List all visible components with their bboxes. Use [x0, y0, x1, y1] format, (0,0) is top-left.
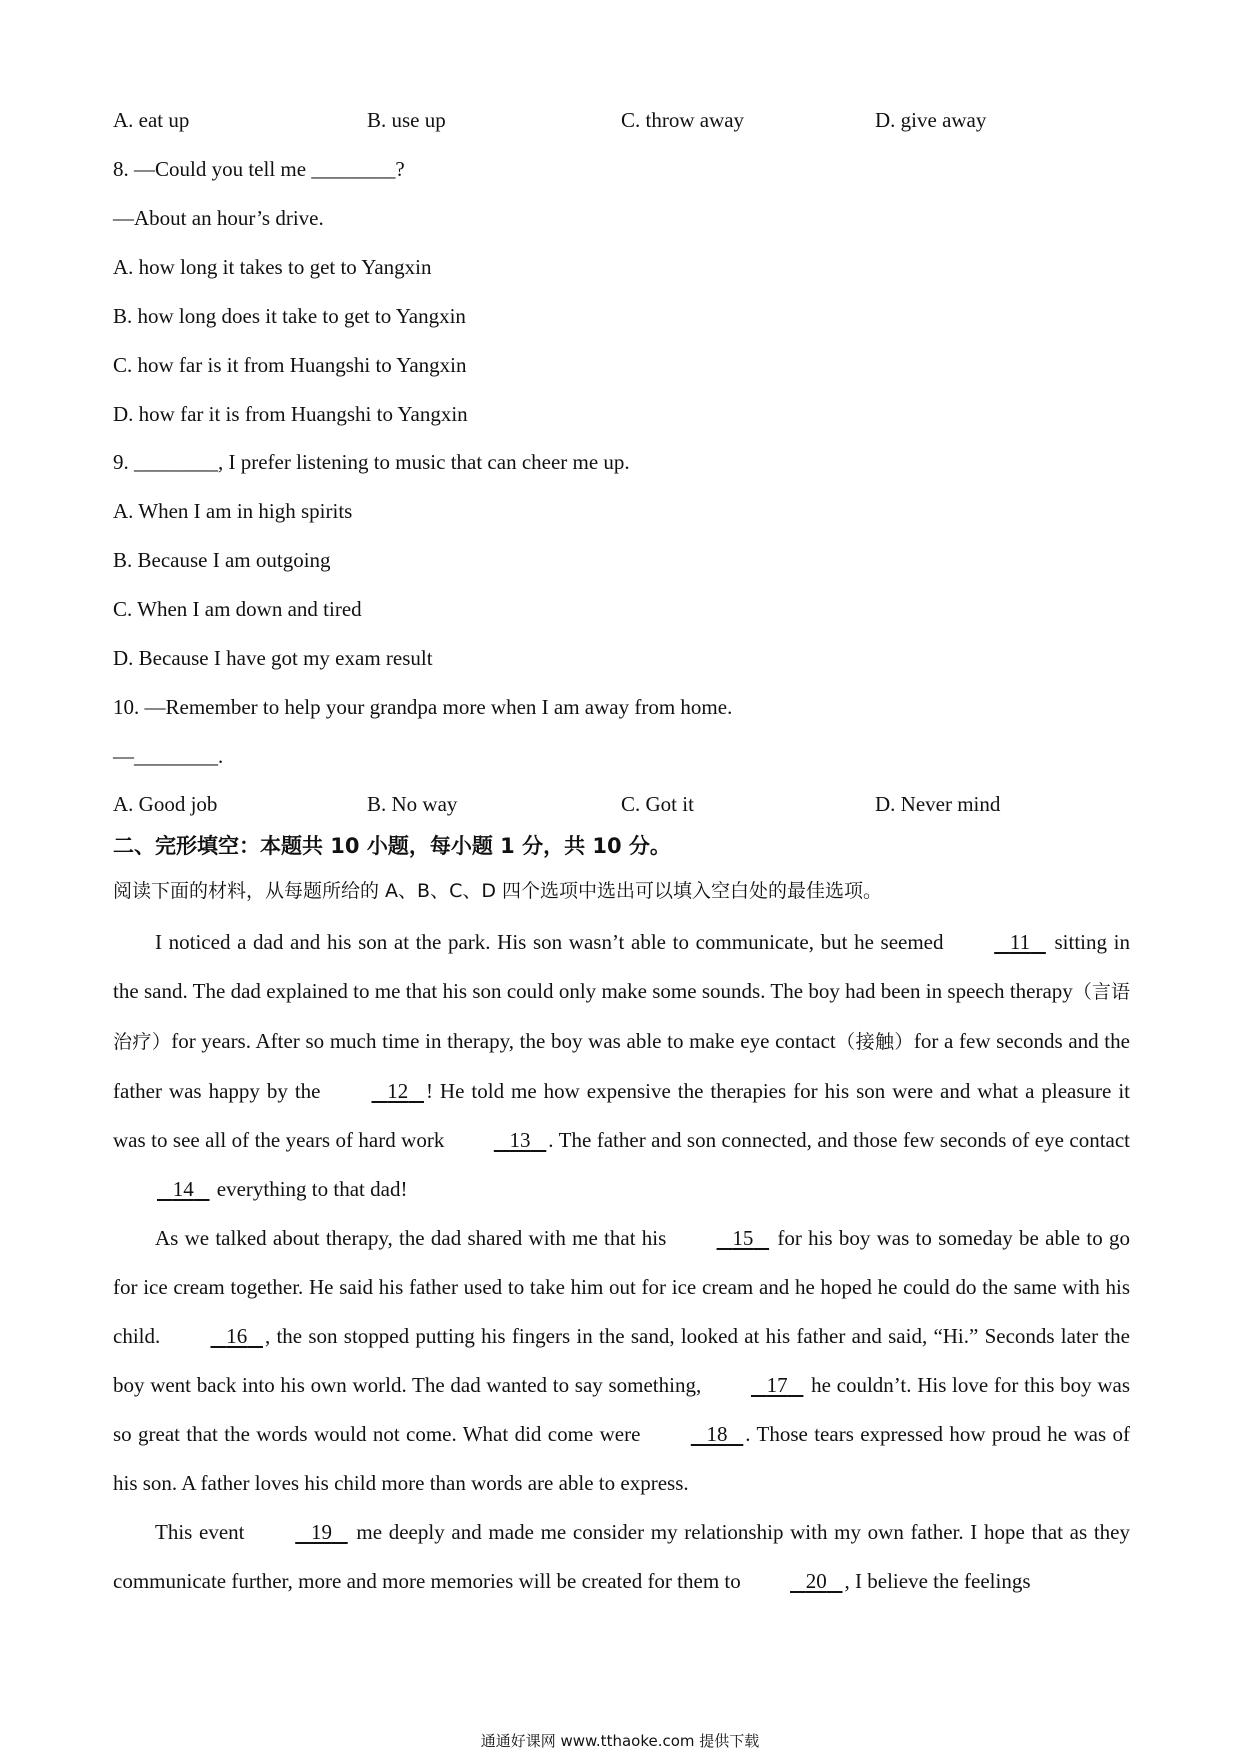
q8-answer-line: —About an hour’s drive.	[113, 206, 324, 230]
passage-paragraph-2: As we talked about therapy, the dad shared with me that his 15 for his boy was to someday be able to go for ice cream together. He said his father used to take him out for ice cream and he hoped he could do the same with his child. 16 , the son stopped putting his fingers in the sand, looked at his father and said, “Hi.” Seconds later the boy went back into his own world. The dad wanted to say something, 17 he couldn’t. His love for this boy was so great that the words would not come. What did come were 18 . Those tears expressed how proud he was of his son. A father loves his child more than words are able to express.	[113, 1214, 1130, 1508]
q7-option-a: A. eat up	[113, 108, 190, 132]
q8-option-b: B. how long does it take to get to Yangxin	[113, 304, 466, 328]
passage-paragraph-1: I noticed a dad and his son at the park. His son wasn’t able to communicate, but he seemed 11 sitting in the sand. The dad explained to me that his son could only make some sounds. The boy had been in speech therapy（言语治疗）for years. After so much time in therapy, the boy was able to make eye contact（接触）for a few seconds and the father was happy by the 12 ! He told me how expensive the therapies for his son were and what a pleasure it was to see all of the years of hard work 13 . The father and son connected, and those few seconds of eye contact 14 everything to that dad!	[113, 918, 1130, 1214]
q9-option-c: C. When I am down and tired	[113, 597, 362, 621]
blank-17: 17	[766, 1373, 788, 1397]
q8-option-a: A. how long it takes to get to Yangxin	[113, 255, 432, 279]
q9-option-b: B. Because I am outgoing	[113, 548, 331, 572]
blank-16: 16	[226, 1324, 248, 1348]
q10-options	[113, 790, 1013, 818]
q10-option-c: C. Got it	[621, 792, 694, 816]
q7-option-d: D. give away	[875, 108, 987, 132]
blank-18: 18	[706, 1422, 728, 1446]
passage-paragraph-3: This event 19 me deeply and made me consider my relationship with my own father. I hope that as they communicate further, more and more memories will be created for them to 20 , I believe the feelings	[113, 1508, 1130, 1606]
page-footer: 通通好课网 www.tthaoke.com 提供下载	[480, 1732, 760, 1750]
q10-option-b: B. No way	[367, 792, 458, 816]
q9-option-d: D. Because I have got my exam result	[113, 646, 433, 670]
blank-12: 12	[387, 1079, 409, 1103]
q8-option-d: D. how far it is from Huangshi to Yangxin	[113, 402, 468, 426]
q10-option-a: A. Good job	[113, 792, 218, 816]
q7-options	[113, 106, 1013, 134]
q8-option-c: C. how far is it from Huangshi to Yangxin	[113, 353, 467, 377]
q10-option-d: D. Never mind	[875, 792, 1001, 816]
q9-option-a: A. When I am in high spirits	[113, 499, 353, 523]
blank-19: 19	[310, 1520, 332, 1544]
blank-20: 20	[805, 1569, 827, 1593]
blank-15: 15	[732, 1226, 754, 1250]
q7-option-c: C. throw away	[621, 108, 745, 132]
blank-13: 13	[509, 1128, 531, 1152]
blank-14: 14	[172, 1177, 194, 1201]
blank-11: 11	[1009, 930, 1031, 954]
q8-stem: 8. —Could you tell me ________?	[113, 157, 405, 181]
q7-option-b: B. use up	[367, 108, 446, 132]
q10-stem: 10. —Remember to help your grandpa more when I am away from home.	[113, 695, 733, 719]
section-title: 二、完形填空：本题共 10 小题，每小题 1 分，共 10 分。	[113, 834, 671, 858]
section-instruction: 阅读下面的材料，从每题所给的 A、B、C、D 四个选项中选出可以填入空白处的最佳选项。	[113, 880, 883, 902]
q10-answer-line: —________.	[113, 744, 224, 768]
cloze-passage	[113, 918, 1130, 1606]
q9-stem: 9. ________, I prefer listening to music that can cheer me up.	[113, 450, 630, 474]
